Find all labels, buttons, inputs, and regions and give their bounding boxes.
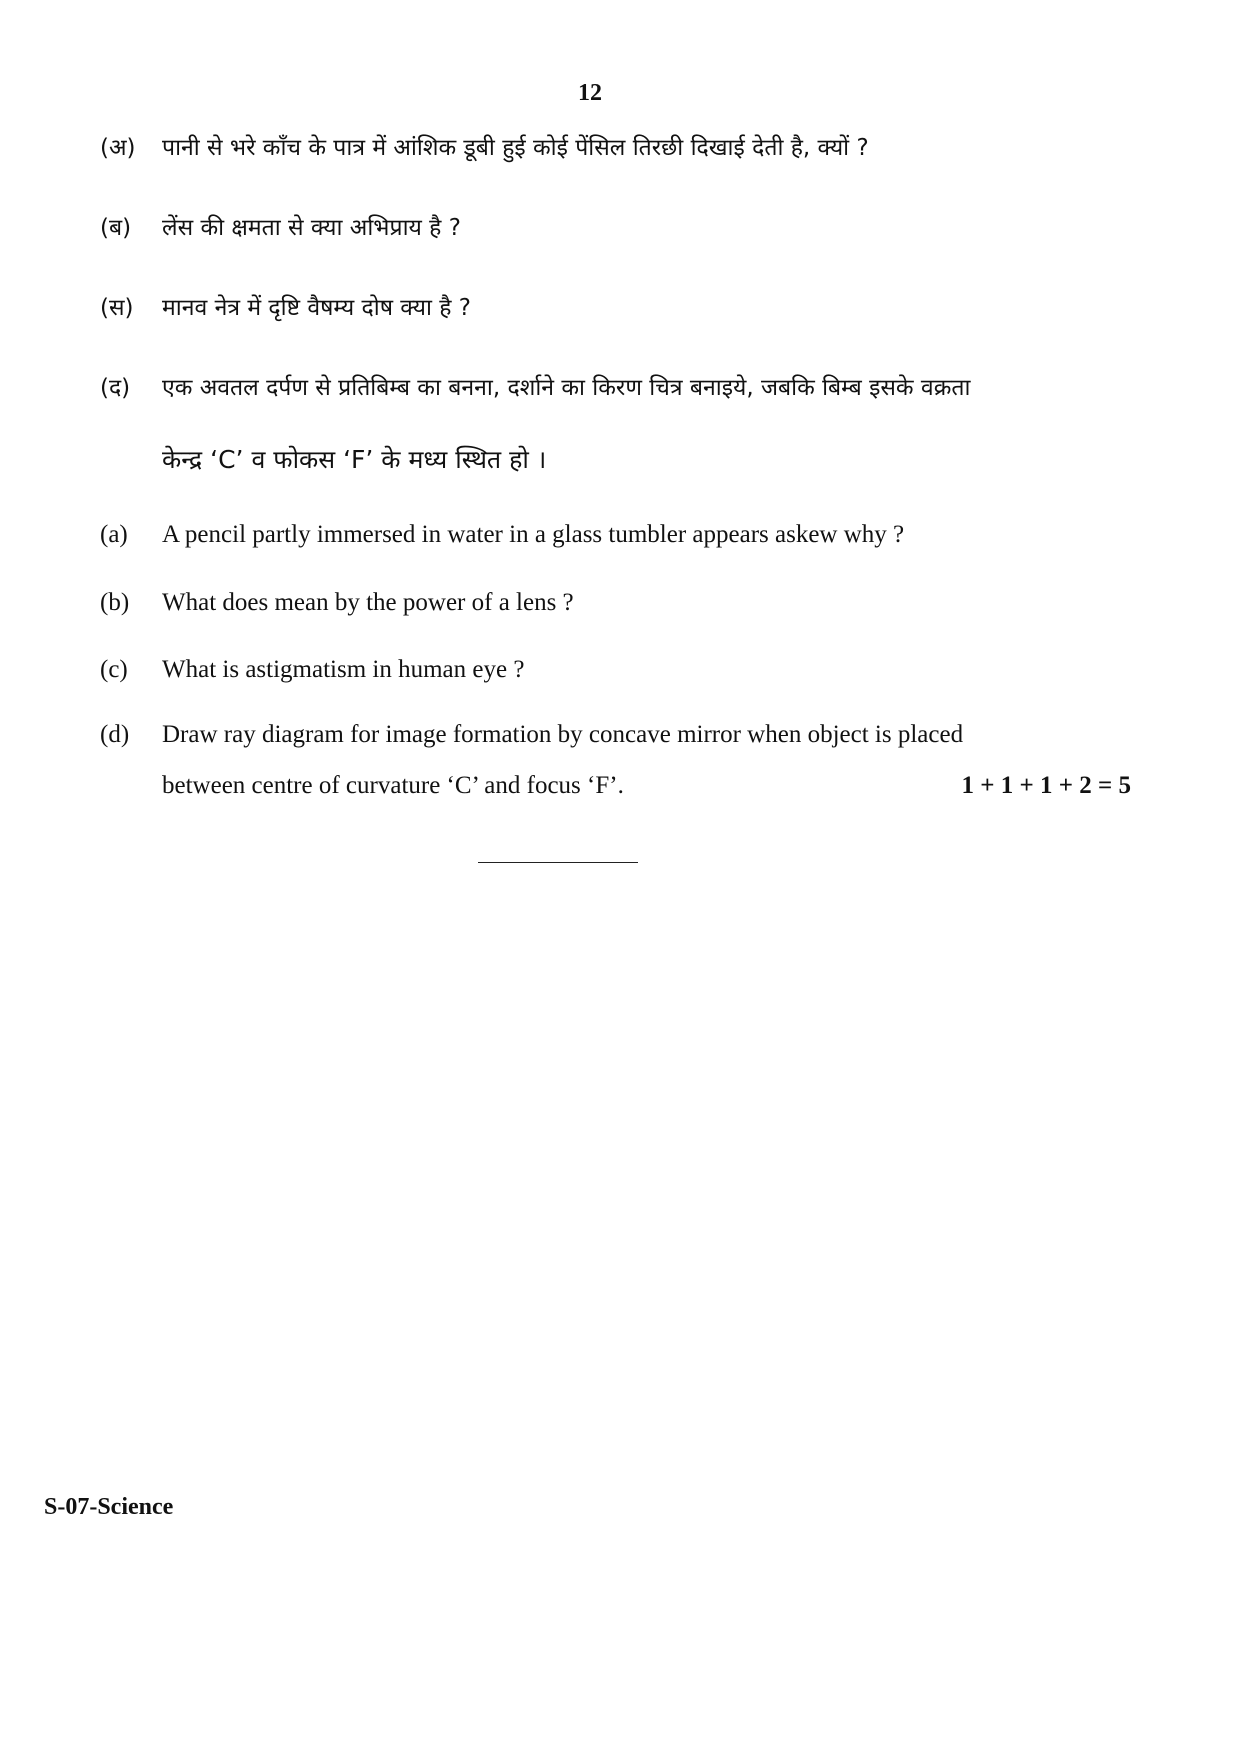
end-divider — [478, 862, 638, 863]
question-label: (c) — [100, 656, 128, 683]
question-text: मानव नेत्र में दृष्टि वैषम्य दोष क्या है ? — [162, 295, 471, 321]
question-text: Draw ray diagram for image formation by concave mirror when object is placed — [162, 721, 964, 748]
english-question-d — [100, 720, 1141, 750]
hindi-question-d-continuation: केन्द्र ‘C’ व फोकस ‘F’ के मध्य स्थित हो । — [162, 445, 547, 474]
question-label: (d) — [100, 721, 130, 748]
paper-code: S-07-Science — [44, 1494, 174, 1520]
marks-allocation: 1 + 1 + 1 + 2 = 5 — [961, 772, 1131, 799]
hindi-question-d — [100, 375, 1141, 403]
question-label: (ब) — [100, 215, 132, 241]
english-question-c — [100, 655, 1141, 685]
question-text: What does mean by the power of a lens ? — [162, 589, 574, 616]
hindi-question-a — [100, 135, 1141, 163]
english-question-a — [100, 520, 1141, 550]
english-question-b — [100, 588, 1141, 618]
hindi-question-c — [100, 295, 1141, 323]
question-text: A pencil partly immersed in water in a glass tumbler appears askew why ? — [162, 521, 905, 548]
question-text: लेंस की क्षमता से क्या अभिप्राय है ? — [162, 215, 461, 241]
question-text: What is astigmatism in human eye ? — [162, 656, 525, 683]
question-label: (a) — [100, 521, 128, 548]
english-question-d-continuation: between centre of curvature ‘C’ and focus ‘F’. — [162, 772, 624, 799]
question-text: पानी से भरे काँच के पात्र में आंशिक डूबी हुई कोई पेंसिल तिरछी दिखाई देती है, क्यों ? — [162, 135, 869, 161]
page-number: 12 — [578, 80, 602, 106]
question-label: (अ) — [100, 135, 136, 161]
question-text: एक अवतल दर्पण से प्रतिबिम्ब का बनना, दर्शाने का किरण चित्र बनाइये, जबकि बिम्ब इसके वक्रता — [162, 375, 971, 401]
question-label: (द) — [100, 375, 131, 401]
question-label: (स) — [100, 295, 134, 321]
question-label: (b) — [100, 589, 130, 616]
hindi-question-b — [100, 215, 1141, 243]
